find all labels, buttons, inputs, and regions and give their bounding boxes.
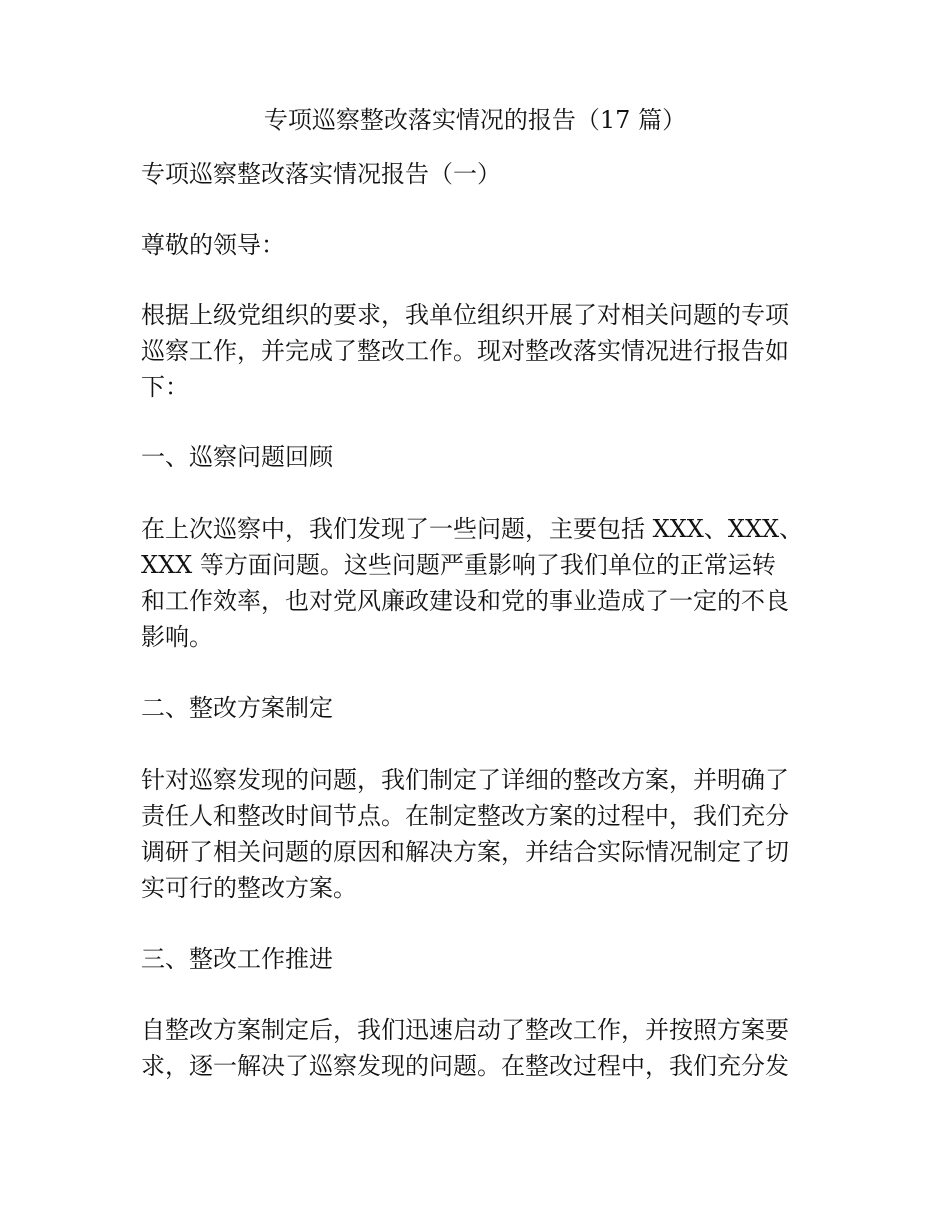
paragraph-line: 针对巡察发现的问题，我们制定了详细的整改方案，并明确了 — [141, 766, 789, 794]
paragraph-line: 求，逐一解决了巡察发现的问题。在整改过程中，我们充分发 — [141, 1052, 789, 1080]
section-heading-1 — [141, 439, 841, 475]
paragraph-line: 调研了相关问题的原因和解决方案，并结合实际情况制定了切 — [141, 838, 789, 866]
paragraph-line: 责任人和整改时间节点。在制定整改方案的过程中，我们充分 — [141, 802, 789, 830]
paragraph-line: 影响。 — [141, 623, 213, 651]
heading-line: 一、巡察问题回顾 — [141, 443, 333, 471]
salutation-line: 尊敬的领导： — [141, 231, 285, 259]
paragraph-line: 和工作效率，也对党风廉政建设和党的事业造成了一定的不良 — [141, 587, 789, 615]
heading-line: 三、整改工作推进 — [141, 945, 333, 973]
section-heading-3 — [141, 941, 841, 977]
paragraph-line: 巡察工作，并完成了整改工作。现对整改落实情况进行报告如 — [141, 337, 789, 365]
report-subtitle — [141, 156, 841, 192]
section-paragraph-1 — [141, 511, 841, 655]
intro-paragraph — [141, 297, 841, 405]
paragraph-line: 下： — [141, 373, 189, 401]
heading-line: 二、整改方案制定 — [141, 694, 333, 722]
section-paragraph-2 — [141, 762, 841, 906]
document-title: 专项巡察整改落实情况的报告（17 篇） — [263, 106, 687, 134]
paragraph-line: 在上次巡察中，我们发现了一些问题，主要包括 XXX、XXX、 — [141, 515, 804, 543]
paragraph-line: XXX 等方面问题。这些问题严重影响了我们单位的正常运转 — [141, 551, 776, 579]
subtitle-line: 专项巡察整改落实情况报告（一） — [141, 160, 501, 188]
paragraph-line: 根据上级党组织的要求，我单位组织开展了对相关问题的专项 — [141, 301, 789, 329]
section-paragraph-3 — [141, 1012, 841, 1084]
paragraph-line: 自整改方案制定后，我们迅速启动了整改工作，并按照方案要 — [141, 1016, 789, 1044]
section-heading-2 — [141, 690, 841, 726]
salutation — [141, 227, 841, 263]
paragraph-line: 实可行的整改方案。 — [141, 874, 357, 902]
